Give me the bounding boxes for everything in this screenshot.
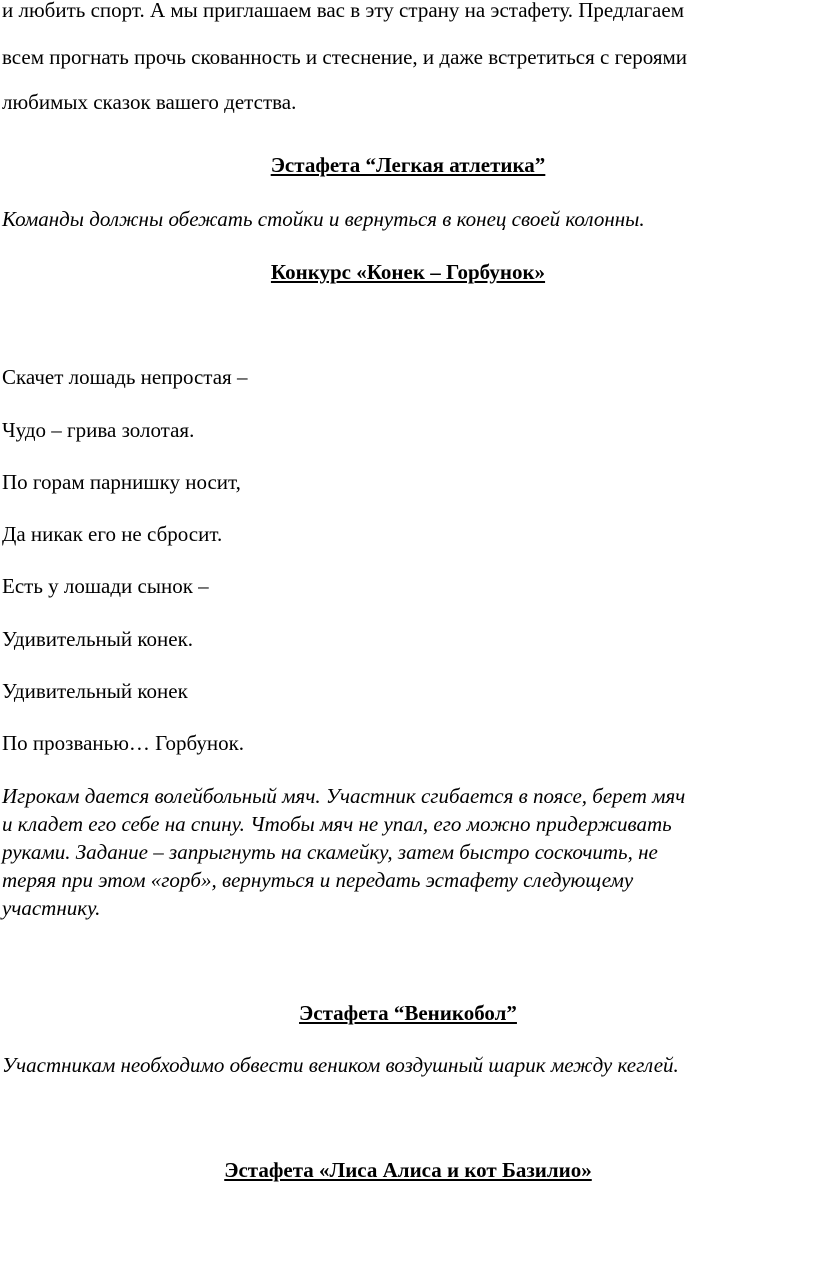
- intro-line-1: и любить спорт. А мы приглашаем вас в эту страну на эстафету. Предлагаем: [2, 0, 684, 22]
- poem-line-1: Скачет лошадь непростая –: [2, 365, 248, 389]
- poem-line-8: По прозванью… Горбунок.: [2, 731, 245, 755]
- instructions-line-4: теряя при этом «горб», вернуться и передать эстафету следующему: [2, 868, 634, 892]
- instructions-line-1: Игрокам дается волейбольный мяч. Участник сгибается в поясе, берет мяч: [2, 784, 686, 808]
- section-heading-lisa-alisa: Эстафета «Лиса Алиса и кот Базилио»: [224, 1158, 592, 1182]
- intro-line-3: любимых сказок вашего детства.: [2, 90, 297, 114]
- instructions-line-3: руками. Задание – запрыгнуть на скамейку, затем быстро соскочить, не: [2, 840, 658, 864]
- poem-line-6: Удивительный конек.: [2, 627, 194, 651]
- poem-line-3: По горам парнишку носит,: [2, 470, 241, 494]
- section-text-athletics: Команды должны обежать стойки и вернуться в конец своей колонны.: [2, 207, 645, 231]
- poem-line-5: Есть у лошади сынок –: [2, 574, 209, 598]
- section-heading-venikobol: Эстафета “Веникобол”: [299, 1001, 517, 1025]
- poem-line-2: Чудо – грива золотая.: [2, 418, 195, 442]
- instructions-line-2: и кладет его себе на спину. Чтобы мяч не упал, его можно придерживать: [2, 812, 672, 836]
- intro-line-2: всем прогнать прочь скованность и стеснение, и даже встретиться с героями: [2, 45, 688, 69]
- poem-line-7: Удивительный конек: [2, 679, 188, 703]
- section-text-venikobol: Участникам необходимо обвести веником воздушный шарик между кеглей.: [2, 1053, 679, 1077]
- instructions-line-5: участнику.: [2, 896, 101, 920]
- section-heading-konek: Конкурс «Конек – Горбунок»: [270, 260, 546, 284]
- poem-line-4: Да никак его не сбросит.: [2, 522, 223, 546]
- section-heading-athletics: Эстафета “Легкая атлетика”: [270, 153, 546, 177]
